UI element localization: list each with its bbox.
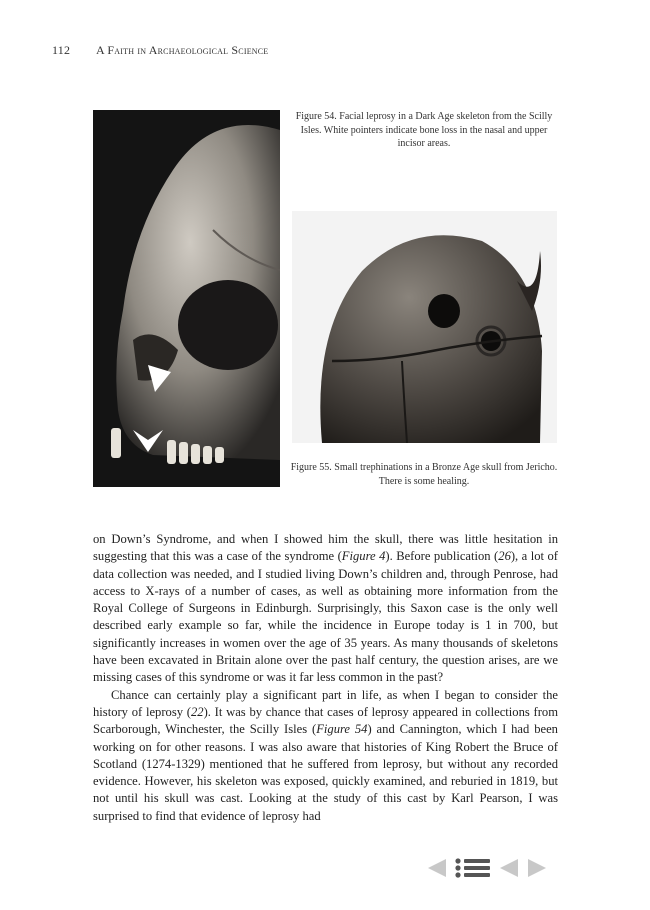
italic-reference: Figure 54 (316, 722, 368, 737)
skull-side-illustration (93, 110, 280, 487)
page-navigation (425, 855, 549, 881)
next-page-button[interactable] (525, 856, 549, 880)
previous-page-button[interactable] (425, 856, 449, 880)
figure-54-caption: Figure 54. Facial leprosy in a Dark Age skeleton from the Scilly Isles. White pointers indicate bone loss in the nasal and upper incisor areas. (295, 111, 553, 149)
body-paragraph-1: on Down’s Syndrome, and when I showed him the skull, there was little hesitation in suggesting that this was a case of the syndrome (Figure 4). Before publication (26), a lot of data collection was needed, and I studied living Down’s children and, through Penrose, had access to X-rays of a number of cases, as well as obtaining more information from the Royal College of Surgeons in Edinburgh. Surprisingly, this Saxon case is the only well described early example so far, while the incidence in Europe today is 1 in 700, but significantly increases in women over the age of 35 years. As many thousands of skeletons have been excavated in Britain alone over the past half century, the question arises, are we missing cases of this syndrome or was it far less common in the past? (93, 532, 558, 685)
page-number: 112 (52, 43, 71, 57)
body-paragraph-2: Chance can certainly play a significant part in life, as when I began to consider the history of leprosy (22). It was by chance that cases of leprosy appeared in collections from Scarborough, Winchester, the Scilly Isles (Figure 54) and Cannington, which I had been working on for other reasons. I was also aware that histories of King Robert the Bruce of Scotland (1274-1329) mentioned that he suffered from leprosy, but without any recorded evidence. However, his skeleton was exposed, quickly examined, and reburied in 1819, but not until his skull was cast. Looking at the study of this cast by Karl Pearson, I was surprised to find that evidence of leprosy had (93, 687, 558, 823)
italic-reference: Figure 4 (341, 549, 386, 564)
table-of-contents-button[interactable] (453, 856, 493, 880)
italic-reference: 26 (498, 549, 511, 564)
skull-top-illustration (292, 211, 557, 443)
figure-55-photo (292, 211, 557, 443)
italic-reference: 22 (190, 704, 204, 719)
figure-55-caption: Figure 55. Small trephinations in a Bronze Age skull from Jericho. There is some healing. (290, 462, 558, 487)
running-title: A Faith in Archaeological Science (96, 43, 269, 57)
table-of-contents-icon (454, 857, 492, 879)
back-icon (498, 857, 520, 879)
next-page-icon (526, 857, 548, 879)
running-header (52, 43, 268, 58)
previous-page-icon (426, 857, 448, 879)
back-button[interactable] (497, 856, 521, 880)
body-text (93, 531, 558, 825)
figure-54-photo (93, 110, 280, 487)
